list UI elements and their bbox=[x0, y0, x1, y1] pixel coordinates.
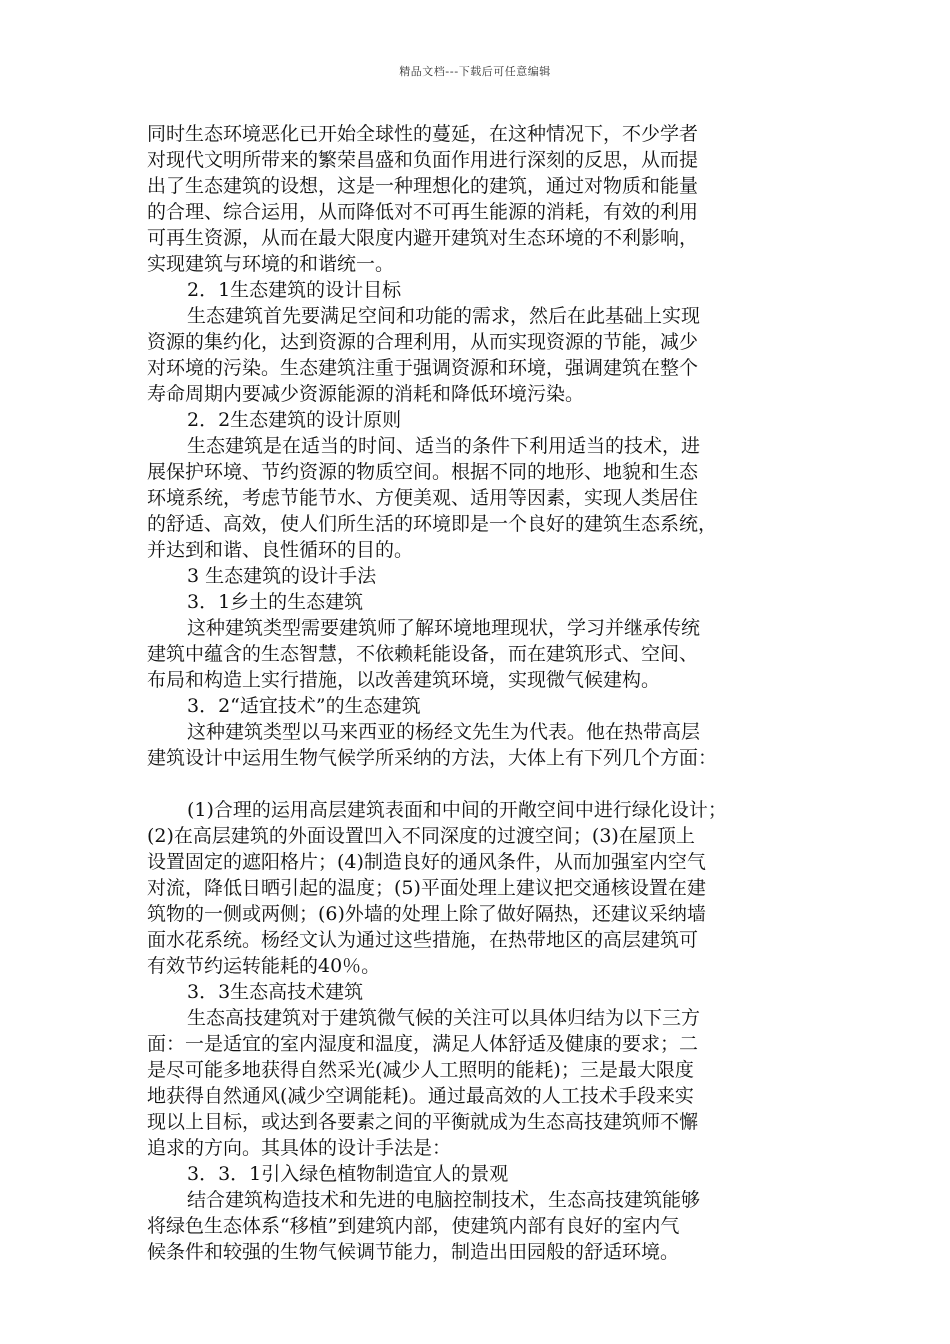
text-line: 现以上目标，或达到各要素之间的平衡就成为生态高技建筑师不懈 bbox=[147, 1111, 699, 1133]
text-line: 3．2“适宜技术”的生态建筑 bbox=[187, 695, 421, 717]
text-line: 展保护环境、节约资源的物质空间。根据不同的地形、地貌和生态 bbox=[147, 461, 699, 483]
text-line: 同时生态环境恶化已开始全球性的蔓延，在这种情况下，不少学者 bbox=[147, 123, 699, 145]
text-line: 追求的方向。其具体的设计手法是： bbox=[147, 1137, 452, 1159]
text-line: 这种建筑类型需要建筑师了解环境地理现状，学习并继承传统 bbox=[187, 617, 701, 639]
text-line: 资源的集约化，达到资源的合理利用，从而实现资源的节能，减少 bbox=[147, 331, 699, 353]
text-line: 这种建筑类型以马来西亚的杨经文先生为代表。他在热带高层 bbox=[187, 721, 701, 743]
text-line: 设置固定的遮阳格片；(4)制造良好的通风条件，从而加强室内空气 bbox=[147, 851, 706, 873]
text-line: 对流，降低日晒引起的温度；(5)平面处理上建议把交通核设置在建 bbox=[147, 877, 706, 899]
text-line: 实现建筑与环境的和谐统一。 bbox=[147, 253, 395, 275]
text-line: 并达到和谐、良性循环的目的。 bbox=[147, 539, 414, 561]
text-line: 布局和构造上实行措施，以改善建筑环境，实现微气候建构。 bbox=[147, 669, 661, 691]
text-line: 候条件和较强的生物气候调节能力，制造出田园般的舒适环境。 bbox=[147, 1241, 680, 1263]
text-line: 生态建筑是在适当的时间、适当的条件下利用适当的技术，进 bbox=[187, 435, 701, 457]
document-body bbox=[147, 121, 807, 1265]
text-line: 筑物的一侧或两侧；(6)外墙的处理上除了做好隔热，还建议采纳墙 bbox=[147, 903, 706, 925]
text-line: 对现代文明所带来的繁荣昌盛和负面作用进行深刻的反思，从而提 bbox=[147, 149, 699, 171]
text-line: 生态建筑首先要满足空间和功能的需求，然后在此基础上实现 bbox=[187, 305, 701, 327]
text-line: 建筑设计中运用生物气候学所采纳的方法，大体上有下列几个方面： bbox=[147, 747, 718, 769]
text-line: 面水花系统。杨经文认为通过这些措施，在热带地区的高层建筑可 bbox=[147, 929, 699, 951]
text-line: 3．3生态高技术建筑 bbox=[187, 981, 364, 1003]
text-line: 有效节约运转能耗的40％。 bbox=[147, 955, 381, 977]
text-line: 的舒适、高效，使人们所生活的环境即是一个良好的建筑生态系统， bbox=[147, 513, 718, 535]
text-line: 3．3．1引入绿色植物制造宜人的景观 bbox=[187, 1163, 509, 1185]
text-line: (2)在高层建筑的外面设置凹入不同深度的过渡空间；(3)在屋顶上 bbox=[147, 825, 695, 847]
text-line: 建筑中蕴含的生态智慧，不依赖耗能设备，而在建筑形式、空间、 bbox=[147, 643, 699, 665]
text-line: 2．1生态建筑的设计目标 bbox=[187, 279, 402, 301]
text-line: 面：一是适宜的室内湿度和温度，满足人体舒适及健康的要求；二 bbox=[147, 1033, 699, 1055]
text-line: 寿命周期内要减少资源能源的消耗和降低环境污染。 bbox=[147, 383, 585, 405]
text-line: 的合理、综合运用，从而降低对不可再生能源的消耗，有效的利用 bbox=[147, 201, 699, 223]
text-line: 可再生资源，从而在最大限度内避开建筑对生态环境的不利影响， bbox=[147, 227, 699, 249]
text-line: 生态高技建筑对于建筑微气候的关注可以具体归结为以下三方 bbox=[187, 1007, 701, 1029]
text-line: 是尽可能多地获得自然采光(减少人工照明的能耗)；三是最大限度 bbox=[147, 1059, 694, 1081]
text-line: 环境系统，考虑节能节水、方便美观、适用等因素，实现人类居住 bbox=[147, 487, 699, 509]
text-line: 2．2生态建筑的设计原则 bbox=[187, 409, 402, 431]
text-line: 3 生态建筑的设计手法 bbox=[187, 565, 377, 587]
text-line: 出了生态建筑的设想，这是一种理想化的建筑，通过对物质和能量 bbox=[147, 175, 699, 197]
page-header: 精品文档---下载后可任意编辑 bbox=[399, 65, 551, 78]
text-line: (1)合理的运用高层建筑表面和中间的开敞空间中进行绿化设计； bbox=[187, 799, 727, 821]
text-line: 结合建筑构造技术和先进的电脑控制技术，生态高技建筑能够 bbox=[187, 1189, 701, 1211]
text-line: 将绿色生态体系“移植”到建筑内部，使建筑内部有良好的室内气 bbox=[147, 1215, 680, 1237]
text-line: 地获得自然通风(减少空调能耗)。通过最高效的人工技术手段来实 bbox=[147, 1085, 694, 1107]
text-line: 3．1乡土的生态建筑 bbox=[187, 591, 364, 613]
text-line: 对环境的污染。生态建筑注重于强调资源和环境，强调建筑在整个 bbox=[147, 357, 699, 379]
blank-line bbox=[147, 771, 807, 797]
